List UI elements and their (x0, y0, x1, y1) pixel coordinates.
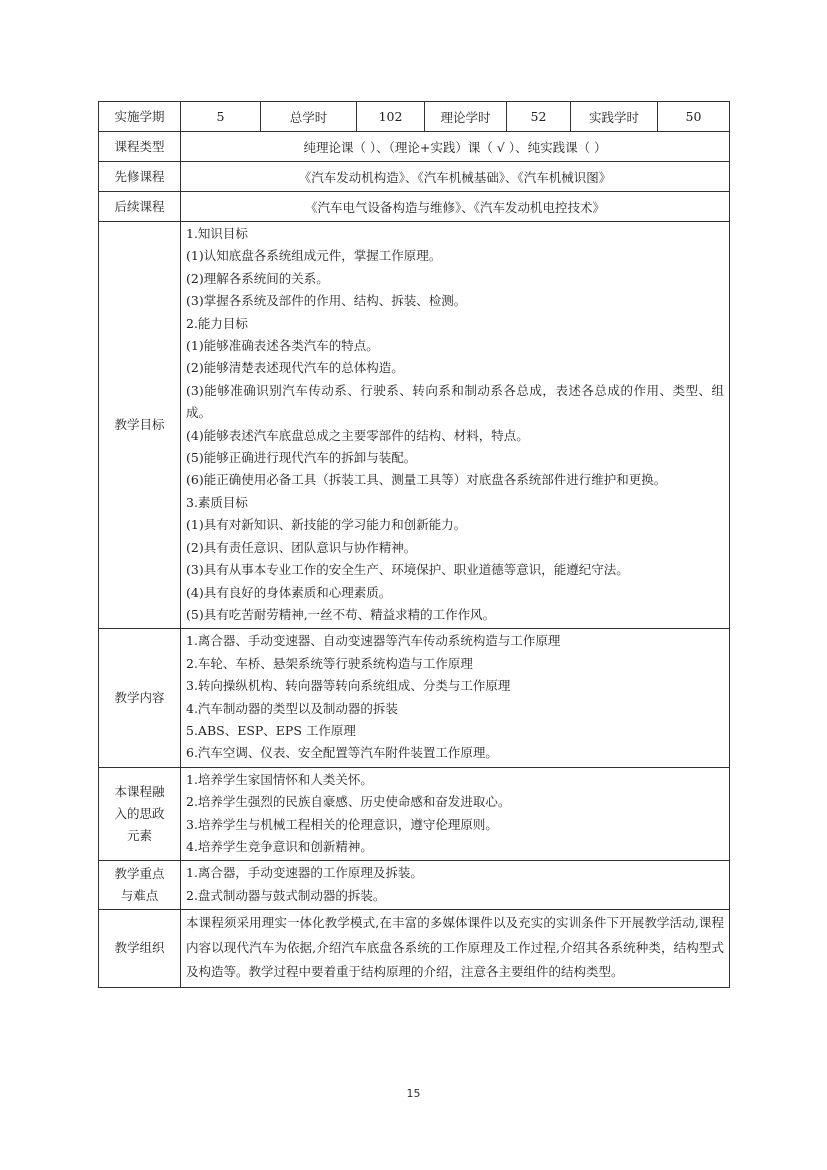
objective-line: (1)能够准确表述各类汽车的特点。 (186, 338, 379, 354)
ideology-line: 2.培养学生强烈的民族自豪感、历史使命感和奋发进取心。 (186, 794, 511, 810)
prerequisite-row (99, 162, 730, 192)
ideology-line: 3.培养学生与机械工程相关的伦理意识，遵守伦理原则。 (186, 816, 498, 832)
organization-text: 本课程须采用理实一体化教学模式,在丰富的多媒体课件以及充实的实训条件下开展教学活动,课程内容以现代汽车为依据,介绍汽车底盘各系统的工作原理及工作过程,介绍其各系统种类，结构型式及构造等。教学过程中要着重于结构原理的介绍，注意各主要组件的结构类型。 (186, 915, 724, 980)
follow-up-label: 后续课程 (99, 192, 181, 222)
objectives-list (181, 222, 730, 629)
header-row (99, 102, 730, 132)
ideology-label-line: 元素 (126, 828, 152, 844)
theory-hours-label: 理论学时 (425, 102, 507, 132)
content-line: 3.转向操纵机构、转向器等转向系统组成、分类与工作原理 (186, 678, 511, 694)
ideology-row (99, 767, 730, 861)
practice-hours-label: 实践学时 (571, 102, 658, 132)
prerequisite-label: 先修课程 (99, 162, 181, 192)
follow-up-value: 《汽车电气设备构造与维修》、《汽车发动机电控技术》 (181, 192, 730, 222)
theory-hours-value: 52 (507, 102, 571, 132)
objective-line: (2)能够清楚表述现代汽车的总体构造。 (186, 360, 404, 376)
ideology-line: 4.培养学生竞争意识和创新精神。 (186, 838, 373, 854)
objective-line: (3)能够准确识别汽车传动系、行驶系、转向系和制动系各总成，表述各总成的作用、类型、组成。 (186, 382, 724, 421)
content-line: 5.ABS、ESP、EPS 工作原理 (186, 722, 356, 738)
objectives-row (99, 222, 730, 629)
semester-value: 5 (181, 102, 261, 132)
content-list (181, 629, 730, 767)
total-hours-value: 102 (357, 102, 425, 132)
key-points-label (99, 861, 181, 910)
prerequisite-value: 《汽车发动机构造》、《汽车机械基础》、《汽车机械识图》 (181, 162, 730, 192)
objective-line: (3)掌握各系统及部件的作用、结构、拆装、检测。 (186, 293, 467, 309)
semester-label: 实施学期 (99, 102, 181, 132)
objective-line: (2)具有责任意识、团队意识与协作精神。 (186, 539, 417, 555)
ideology-line: 1.培养学生家国情怀和人类关怀。 (186, 771, 373, 787)
objective-line: (4)能够表述汽车底盘总成之主要零部件的结构、材料，特点。 (186, 427, 529, 443)
content-label: 教学内容 (99, 629, 181, 767)
content-line: 1.离合器、手动变速器、自动变速器等汽车传动系统构造与工作原理 (186, 633, 561, 649)
key-point-line: 2.盘式制动器与鼓式制动器的拆装。 (186, 887, 386, 903)
key-points-label-line: 教学重点 (114, 866, 165, 882)
practice-hours-value: 50 (658, 102, 730, 132)
objective-line: (1)认知底盘各系统组成元件，掌握工作原理。 (186, 248, 442, 264)
organization-label: 教学组织 (99, 910, 181, 988)
objective-line: (4)具有良好的身体素质和心理素质。 (186, 584, 392, 600)
objective-line: (3)具有从事本专业工作的安全生产、环境保护、职业道德等意识，能遵纪守法。 (186, 562, 629, 578)
objective-line: 3.素质目标 (186, 494, 248, 510)
follow-up-row (99, 192, 730, 222)
key-point-line: 1.离合器，手动变速器的工作原理及拆装。 (186, 865, 423, 881)
key-points-label-line: 与难点 (120, 888, 159, 904)
course-info-table (98, 101, 730, 988)
course-type-value: 纯理论课（ ）、（理论+实践）课（ √ ）、纯实践课（ ） (181, 132, 730, 162)
page-number: 15 (406, 1087, 421, 1100)
ideology-label-line: 入的思政 (114, 806, 165, 822)
total-hours-label: 总学时 (261, 102, 357, 132)
ideology-label (99, 767, 181, 861)
ideology-list (181, 767, 730, 861)
content-line: 2.车轮、车桥、悬架系统等行驶系统构造与工作原理 (186, 655, 473, 671)
objective-line: 2.能力目标 (186, 315, 248, 331)
course-type-row (99, 132, 730, 162)
content-row (99, 629, 730, 767)
objectives-label: 教学目标 (99, 222, 181, 629)
objective-line: (1)具有对新知识、新技能的学习能力和创新能力。 (186, 517, 467, 533)
objective-line: (6)能正确使用必备工具（拆装工具、测量工具等）对底盘各系统部件进行维护和更换。 (186, 472, 667, 488)
key-points-row (99, 861, 730, 910)
objective-line: 1.知识目标 (186, 226, 248, 241)
objective-line: (5)具有吃苦耐劳精神,一丝不苟、精益求精的工作作风。 (186, 606, 496, 622)
content-line: 6.汽车空调、仪表、安全配置等汽车附件装置工作原理。 (186, 745, 498, 761)
organization-row (99, 910, 730, 988)
organization-cell (181, 910, 730, 988)
ideology-label-line: 本课程融 (114, 784, 165, 800)
course-type-label: 课程类型 (99, 132, 181, 162)
key-points-list (181, 861, 730, 910)
content-line: 4.汽车制动器的类型以及制动器的拆装 (186, 700, 398, 716)
objective-line: (2)理解各系统间的关系。 (186, 270, 329, 286)
objective-line: (5)能够正确进行现代汽车的拆卸与装配。 (186, 450, 417, 466)
